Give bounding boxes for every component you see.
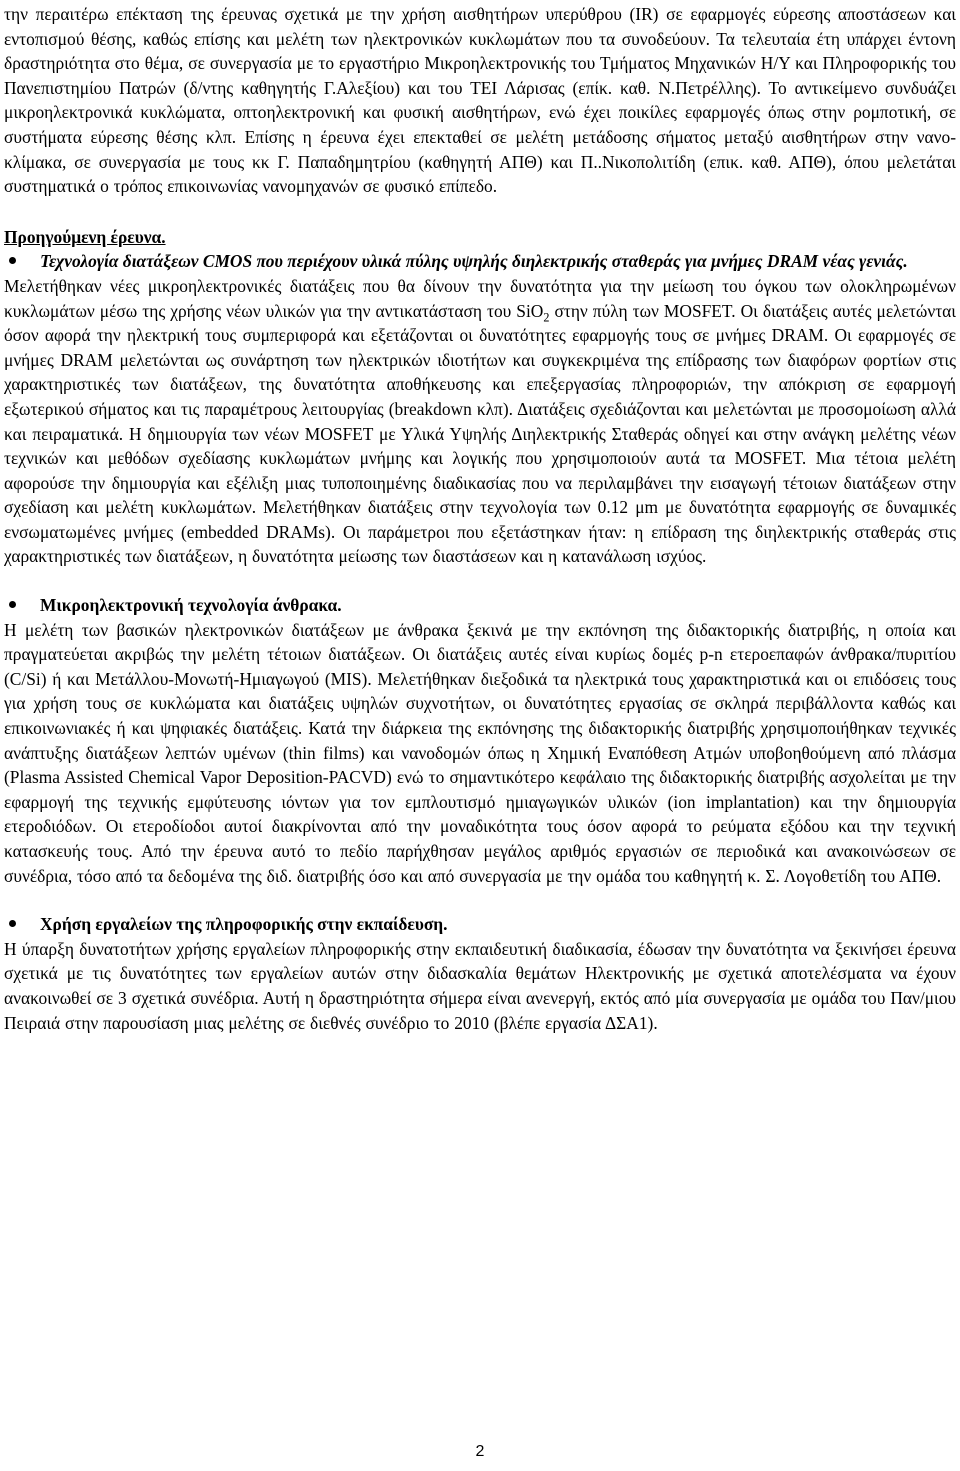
section-body-education: Η ύπαρξη δυνατοτήτων χρήσης εργαλείων πληροφορικής στην εκπαιδευτική διαδικασία, έδωσαν την δυνατότητα να ξεκινήσει έρευνα σχετικά με τις δυνατότητες των εργαλείων αυτών στην διδασκαλία θεμάτων Ηλεκτρονικής με σχετικά αποτελέσματα να έχουν ανακοινωθεί σε 3 σχετικά συνέδρια. Αυτή η δραστηριότητα σήμερα είναι ανενεργή, εκτός από μία συνεργασία με ομάδα του Παν/μιου Πειραιά στην παρουσίαση μιας μελέτης σε διεθνές συνέδριο το 2010 (βλέπε εργασία ΔΣΑ1). xyxy=(4,938,956,1033)
previous-research-heading: Προηγούμενη έρευνα. xyxy=(4,226,166,247)
spacer xyxy=(0,888,960,912)
bullet-icon xyxy=(4,593,40,618)
section-title-cmos xyxy=(0,249,960,274)
spacer xyxy=(0,569,960,593)
body-text: στην πύλη των MOSFET. Οι διατάξεις αυτές μελετώνται όσον αφορά την ηλεκτρική τους συμπεριφορά και εξετάζονται οι δυνατότητες εφαρμογής τους σε μνήμες DRAM. Οι εφαρμογές σε μνήμες DRAM μελετώνται ως συνάρτηση των ηλεκτρικών ιδιοτήτων και συγκεκριμένα της επίδρασης των διαφόρων φορτίων στις χαρακτηριστικές των διατάξεων, της δυνατότητα αποθήκευσης και επεξεργασίας πληροφοριών, την απόκριση σε εφαρμογή εξωτερικού σήματος και τις παραμέτρους λειτουργίας (breakdown κλπ). Διατάξεις σχεδιάζονται και μελετώνται με προσομοίωση αλλά και πειραματικά. Η δημιουργία των νέων MOSFET με Υλικά Υψηλής Διηλεκτρικής Σταθεράς οδηγεί και στην ανάγκη μελέτης νέων τεχνικών και μεθόδων σχεδίασης κυκλωμάτων μνήμης και λογικής που χρησιμοποιούν αυτά τα MOSFET. Μια τέτοια μελέτη αφορούσε την δημιουργία και εξέλιξη μιας τυποποιημένης διαδικασίας που να περιλαμβάνει την εισαγωγή τέτοιων διατάξεων στην σχεδίαση και μελέτη κυκλωμάτων. Μελετήθηκαν διατάξεις στην τεχνολογία των 0.12 μm με δυνατότητα εφαρμογής σε δυναμικές ενσωματωμένες μνήμες (embedded DRAMs). Οι παράμετροι που εξετάστηκαν ήταν: η επίδραση της διηλεκτρικής σταθεράς στις χαρακτηριστικές των διατάξεων, η δυνατότητα μείωσης των διαστάσεων και η κατανάλωση ισχύος. xyxy=(4,300,956,567)
section-title-carbon xyxy=(0,593,960,618)
section-title-text: Μικροηλεκτρονική τεχνολογία άνθρακα. xyxy=(40,595,342,616)
section-title-education xyxy=(0,912,960,937)
bullet-icon xyxy=(4,249,40,274)
section-body-carbon: Η μελέτη των βασικών ηλεκτρονικών διατάξεων με άνθρακα ξεκινά με την εκπόνηση της διδακτορικής διατριβής, η οποία και πραγματεύεται ακριβώς την μελέτη τέτοιων διατάξεων. Οι διατάξεις αυτές είναι κυρίως δομές p-n ετεροεπαφών άνθρακα/πυριτίου (C/Si) ή και Μετάλλου-Μονωτή-Ημιαγωγού (MIS). Μελετήθηκαν διεξοδικά τα ηλεκτρικά τους χαρακτηριστικά και οι επιδόσεις τους για χρήση τους σε κυκλώματα και διατάξεις υψηλών συχνοτήτων, οι δυνατότητες εργασίας σε σκληρά περιβάλλοντα καθώς και επικοινωνιακές ή και ψηφιακές διατάξεις. Κατά την διάρκεια της εκπόνησης της διδακτορικής διατριβής χρησιμοποιήθηκαν τεχνικές ανάπτυξης διατάξεων λεπτών υμένων (thin films) και νανοδομών όπως η Χημική Εναπόθεση Ατμών υποβοηθούμενη από πλάσμα (Plasma Assisted Chemical Vapor Deposition-PACVD) ενώ το σημαντικότερο κεφάλαιο της διδακτορικής διατριβής ασχολείται με την εφαρμογή της τεχνικής εμφύτευσης ιόντων για τον εμπλουτισμό ημιαγωγικών υλικών (ion implantation) και την δημιουργία ετεροδιόδων. Οι ετεροδίοδοι αυτοί διακρίνονται από την μοναδικότητα τους όσον αφορά το ρεύματα εξόδου και την τεχνική κατασκευής τους. Από την έρευνα αυτό το πεδίο παρήχθησαν μεγάλος αριθμός εργασιών σε περιοδικά και ανακοινώσεων σε συνέδρια, τόσο από τα δεδομένα της διδ. διατριβής όσο και από συνεργασία με την ομάδα του καθηγητή κ. Σ. Λογοθετίδη του ΑΠΘ. xyxy=(4,619,956,886)
section-title-text: Τεχνολογία διατάξεων CMOS που περιέχουν υλικά πύλης υψηλής διηλεκτρικής σταθεράς για μνήμες DRAM νέας γενιάς. xyxy=(40,251,908,272)
section-body-cmos xyxy=(0,274,960,569)
page-number: 2 xyxy=(475,1443,485,1460)
bullet-icon xyxy=(4,912,40,937)
section-title-text: Χρήση εργαλείων της πληροφορικής στην εκπαίδευση. xyxy=(40,914,448,935)
subscript: 2 xyxy=(543,310,550,324)
body-text: Μελετήθηκαν νέες μικροηλεκτρονικές διατάξεις που θα δίνουν την δυνατότητα για την μείωση του όγκου των ολοκληρωμένων κυκλωμάτων μέσω της χρήσης νέων υλικών για την αντικατάσταση του SiO xyxy=(4,275,956,321)
intro-paragraph: την περαιτέρω επέκταση της έρευνας σχετικά με την χρήση αισθητήρων υπερύθρου (IR) σε εφαρμογές εύρεσης αποστάσεων και εντοπισμού θέσης, καθώς επίσης και μελέτη των ηλεκτρονικών κυκλωμάτων που τα συνοδεύουν. Τα τελευταία έτη υπάρχει έντονη δραστηριότητα στο θέμα, σε συνεργασία με το εργαστήριο Μικροηλεκτρονικής του Τμήματος Μηχανικών Η/Υ και Πληροφορικής του Πανεπιστημίου Πατρών (δ/ντης καθηγητής Γ.Αλεξίου) και του ΤΕΙ Λάρισας (επίκ. καθ. Ν.Πετρέλλης). Το αντικείμενο συνδυάζει μικροηλεκτρονικά κυκλώματα, οπτοηλεκτρονική και φυσική αισθητήρων, ενώ έχει ποικίλες εφαρμογές όπως στην ρομποτική, σε συστήματα εύρεσης θέσης κλπ. Επίσης η έρευνα έχει επεκταθεί σε μελέτη μετάδοσης σήματος μεταξύ αισθητήρων στην νανο-κλίμακα, σε συνεργασία με τους κκ Γ. Παπαδημητρίου (καθηγητή ΑΠΘ) και Π..Νικοπολιτίδη (επικ. καθ. ΑΠΘ), όπου μελετάται συστηματικά ο τρόπος επικοινωνίας νανομηχανών σε φυσικό επίπεδο. xyxy=(4,4,956,197)
spacer xyxy=(0,199,960,223)
